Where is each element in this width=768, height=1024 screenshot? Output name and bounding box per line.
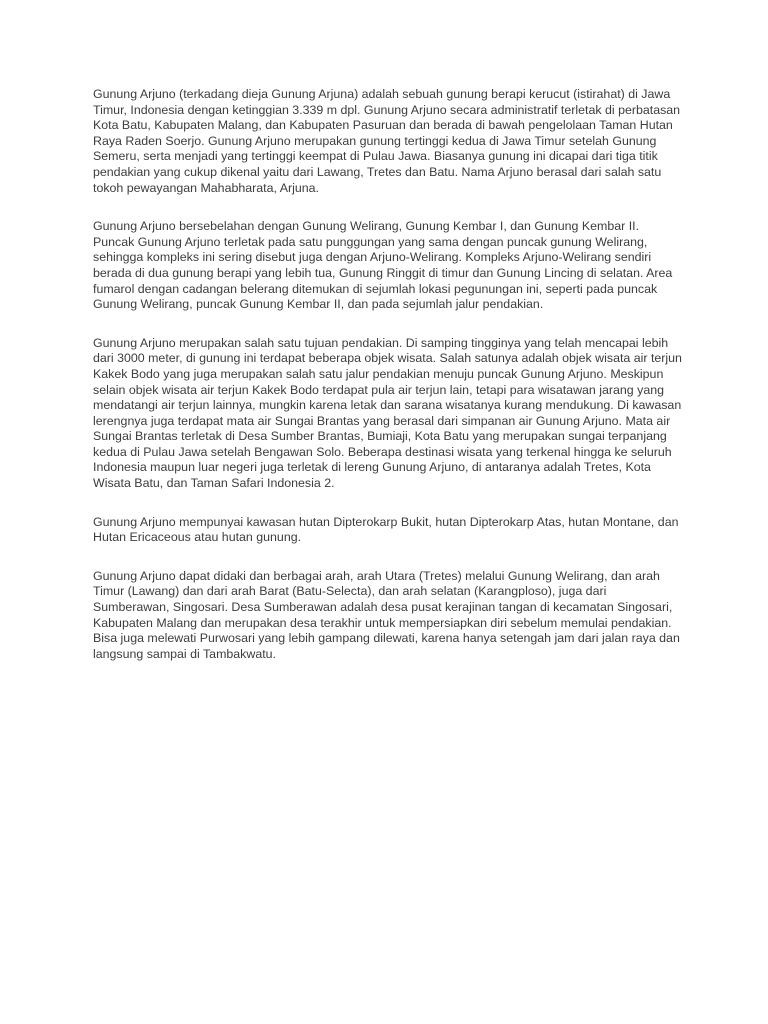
paragraph-4: Gunung Arjuno mempunyai kawasan hutan Dipterokarp Bukit, hutan Dipterokarp Atas, hutan Montane, dan Hutan Ericaceous atau hutan gunung. (93, 514, 679, 545)
document-body (93, 87, 683, 685)
paragraph-3: Gunung Arjuno merupakan salah satu tujuan pendakian. Di samping tingginya yang telah mencapai lebih dari 3000 meter, di gunung ini terdapat beberapa objek wisata. Salah satunya adalah objek wisata air terjun Kakek Bodo yang juga merupakan salah satu jalur pendakian menuju puncak Gunung Arjuno. Meskipun selain objek wisata air terjun Kakek Bodo terdapat pula air terjun lain, tetapi para wisatawan jarang yang mendatangi air terjun lainnya, mungkin karena letak dan sarana wisatanya kurang mendukung. Di kawasan lerengnya juga terdapat mata air Sungai Brantas yang berasal dari simpanan air Gunung Arjuno. Mata air Sungai Brantas terletak di Desa Sumber Brantas, Bumiaji, Kota Batu yang merupakan sungai terpanjang kedua di Pulau Jawa setelah Bengawan Solo. Beberapa destinasi wisata yang terkenal hingga ke seluruh Indonesia maupun luar negeri juga terletak di lereng Gunung Arjuno, di antaranya adalah Tretes, Kota Wisata Batu, dan Taman Safari Indonesia 2. (93, 335, 682, 491)
paragraph-5: Gunung Arjuno dapat didaki dan berbagai arah, arah Utara (Tretes) melalui Gunung Welirang, dan arah Timur (Lawang) dan dari arah Barat (Batu-Selecta), dan arah selatan (Karangploso), juga dari Sumberawan, Singosari. Desa Sumberawan adalah desa pusat kerajinan tangan di kecamatan Singosari, Kabupaten Malang dan merupakan desa terakhir untuk mempersiapkan diri sebelum memulai pendakian. Bisa juga melewati Purwosari yang lebih gampang dilewati, karena hanya setengah jam dari jalan raya dan langsung sampai di Tambakwatu. (93, 568, 680, 661)
paragraph-1: Gunung Arjuno (terkadang dieja Gunung Arjuna) adalah sebuah gunung berapi kerucut (istirahat) di Jawa Timur, Indonesia dengan ketinggian 3.339 m dpl. Gunung Arjuno secara administratif terletak di perbatasan Kota Batu, Kabupaten Malang, dan Kabupaten Pasuruan dan berada di bawah pengelolaan Taman Hutan Raya Raden Soerjo. Gunung Arjuno merupakan gunung tertinggi kedua di Jawa Timur setelah Gunung Semeru, serta menjadi yang tertinggi keempat di Pulau Jawa. Biasanya gunung ini dicapai dari tiga titik pendakian yang cukup dikenal yaitu dari Lawang, Tretes dan Batu. Nama Arjuno berasal dari salah satu tokoh pewayangan Mahabharata, Arjuna. (93, 87, 681, 195)
paragraph-2: Gunung Arjuno bersebelahan dengan Gunung Welirang, Gunung Kembar I, dan Gunung Kembar II. Puncak Gunung Arjuno terletak pada satu punggungan yang sama dengan puncak gunung Welirang, sehingga kompleks ini sering disebut juga dengan Arjuno-Welirang. Kompleks Arjuno-Welirang sendiri berada di dua gunung berapi yang lebih tua, Gunung Ringgit di timur dan Gunung Lincing di selatan. Area fumarol dengan cadangan belerang ditemukan di sejumlah lokasi pegunungan ini, seperti pada puncak Gunung Welirang, puncak Gunung Kembar II, dan pada sejumlah jalur pendakian. (93, 219, 673, 312)
